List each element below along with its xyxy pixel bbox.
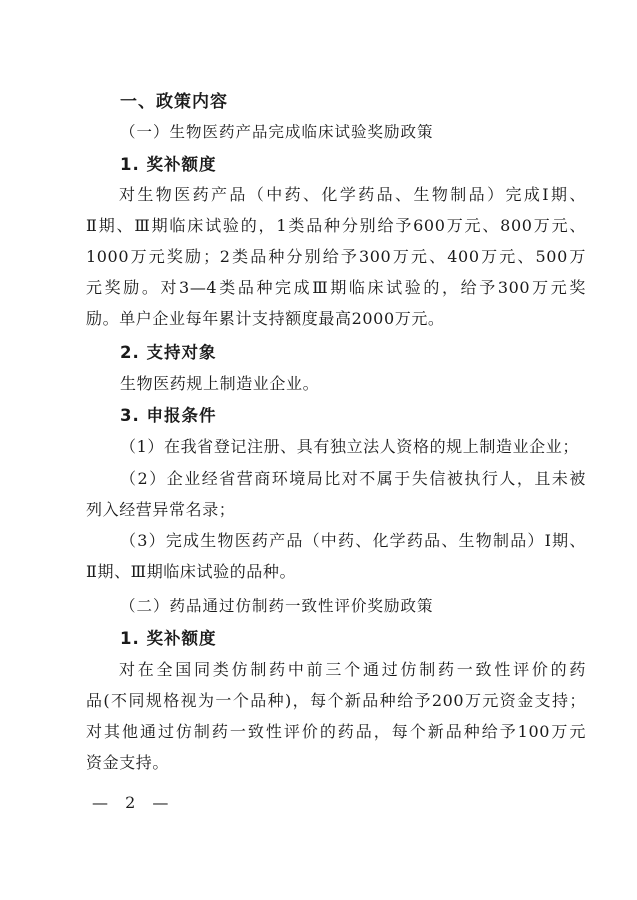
condition-1: （1）在我省登记注册、具有独立法人资格的规上制造业企业； xyxy=(120,437,579,456)
condition-3-line-2: Ⅱ期、Ⅲ期临床试验的品种。 xyxy=(86,562,297,581)
section-1-item-1-line-4: 元奖励。对3—4类品种完成Ⅲ期临床试验的，给予300万元奖 xyxy=(86,278,586,297)
section-1-item-1-line-3: 1000万元奖励；2类品种分别给予300万元、400万元、500万 xyxy=(86,247,586,266)
section-2-item-1-line-1: 对在全国同类仿制药中前三个通过仿制药一致性评价的药 xyxy=(119,660,586,679)
section-1-item-1-line-2: Ⅱ期、Ⅲ期临床试验的，1类品种分别给予600万元、800万元、 xyxy=(86,216,586,235)
section-1-title: （一）生物医药产品完成临床试验奖励政策 xyxy=(120,123,434,141)
policy-content-heading: 一、政策内容 xyxy=(120,92,228,112)
section-1-item-1-title: 1. 奖补额度 xyxy=(120,155,217,174)
section-1-item-2-text: 生物医药规上制造业企业。 xyxy=(120,374,320,393)
section-2-title: （二）药品通过仿制药一致性评价奖励政策 xyxy=(120,597,434,615)
condition-2-line-1: （2）企业经省营商环境局比对不属于失信被执行人，且未被 xyxy=(120,469,586,488)
section-2-item-1-line-4: 资金支持。 xyxy=(86,753,170,772)
section-1-item-1-line-5: 励。单户企业每年累计支持额度最高2000万元。 xyxy=(86,309,445,328)
page-number: — 2 — xyxy=(92,793,175,812)
section-1-item-3-title: 3. 申报条件 xyxy=(120,406,217,425)
condition-3-line-1: （3）完成生物医药产品（中药、化学药品、生物制品）Ⅰ期、 xyxy=(120,531,586,550)
section-2-item-1-title: 1. 奖补额度 xyxy=(120,629,217,648)
section-2-item-1-line-3: 对其他通过仿制药一致性评价的药品，每个新品种给予100万元 xyxy=(86,722,586,741)
section-2-item-1-line-2: 品(不同规格视为一个品种)，每个新品种给予200万元资金支持； xyxy=(86,691,586,710)
condition-2-line-2: 列入经营异常名录； xyxy=(86,500,236,519)
section-1-item-2-title: 2. 支持对象 xyxy=(120,343,217,362)
section-1-item-1-line-1: 对生物医药产品（中药、化学药品、生物制品）完成Ⅰ期、 xyxy=(119,185,586,204)
